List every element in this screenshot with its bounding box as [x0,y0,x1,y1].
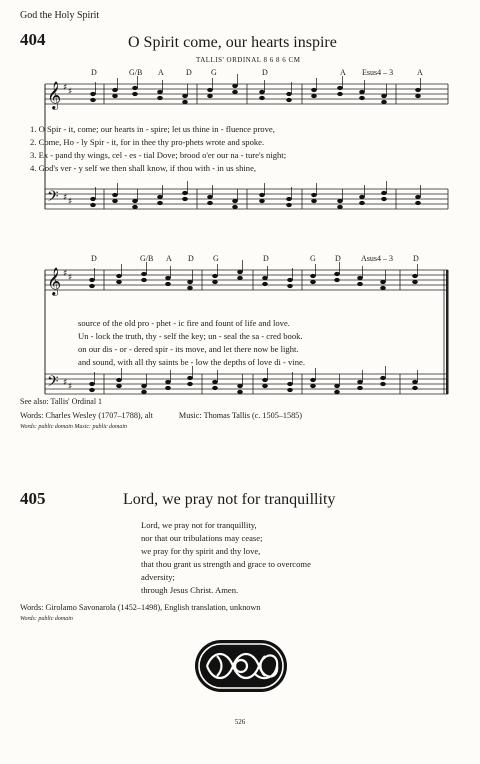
note [141,272,147,276]
chord-symbol: D [335,254,341,263]
note [337,199,343,203]
rights-line: Words: public domain [20,616,73,622]
note [187,382,193,386]
note [357,276,363,280]
note [165,380,171,384]
bass-clef: 𝄢 [47,188,59,209]
words-credit: Words: Girolamo Savonarola (1452–1498), English translation, unknown [20,603,261,612]
note [381,197,387,201]
chord-symbol: D [413,254,419,263]
note [415,201,421,205]
note [112,193,118,197]
prayer-line: nor that our tribulations may cease; [141,533,263,543]
note [237,270,243,274]
note [334,278,340,282]
note [415,195,421,199]
note [310,378,316,382]
note [310,384,316,388]
note [237,384,243,388]
note [287,284,293,288]
note [357,386,363,390]
note [157,195,163,199]
note [112,94,118,98]
note [359,201,365,205]
note [157,90,163,94]
note [232,84,238,88]
note [334,390,340,394]
note [337,92,343,96]
note [359,90,365,94]
note [412,280,418,284]
celtic-knot-ornament [193,638,289,694]
note [380,382,386,386]
chord-symbol: G [310,254,316,263]
note [237,390,243,394]
chord-symbol: G [213,254,219,263]
lyric-line: Un - lock the truth, thy - self the key; un - seal the sa - cred book. [78,331,303,341]
note [212,274,218,278]
note [90,92,96,96]
hymn-number: 404 [20,30,46,49]
music-credit: Music: Thomas Tallis (c. 1505–1585) [178,411,302,420]
note [357,282,363,286]
note [207,88,213,92]
note [415,88,421,92]
note [310,274,316,278]
key-signature: ♯ [63,269,68,279]
note [141,278,147,282]
note [262,384,268,388]
hymn-title: O Spirit come, our hearts inspire [128,34,337,51]
note [334,272,340,276]
note [286,203,292,207]
lyric-line: on our dis - or - dered spir - its move, and let there now be light. [78,344,299,354]
chord-symbol: D [263,254,269,263]
note [287,278,293,282]
note [259,96,265,100]
note [89,388,95,392]
note [337,205,343,209]
note [259,193,265,197]
note [380,376,386,380]
key-signature: ♯ [68,273,73,283]
chord-symbol: A [166,254,172,263]
note [182,94,188,98]
note [132,205,138,209]
note [89,382,95,386]
note [116,378,122,382]
note [412,274,418,278]
note [359,195,365,199]
note [207,201,213,205]
note [165,282,171,286]
section-header: God the Holy Spirit [20,10,100,21]
lyric-line: and sound, with all thy saints be - low the depths of love di - vine. [78,357,305,367]
note [132,86,138,90]
key-signature: ♯ [68,87,73,97]
key-signature: ♯ [63,378,68,388]
note [415,94,421,98]
note [286,197,292,201]
note [337,86,343,90]
note [207,195,213,199]
note [165,276,171,280]
note [212,280,218,284]
note [141,390,147,394]
note [112,88,118,92]
note [381,94,387,98]
final-bar-line [446,270,449,394]
bass-clef: 𝄢 [47,373,59,394]
chord-symbol: A [340,68,346,77]
note [334,384,340,388]
note [381,191,387,195]
note [311,199,317,203]
note [359,96,365,100]
note [157,96,163,100]
key-signature: ♯ [68,382,73,392]
chord-symbol: D [262,68,268,77]
note [262,276,268,280]
note [116,274,122,278]
note [187,286,193,290]
note [90,98,96,102]
note [132,92,138,96]
treble-clef: 𝄞 [47,267,62,295]
note [259,90,265,94]
note [182,191,188,195]
note [380,280,386,284]
note [207,94,213,98]
lyric-line: 3. Ex - pand thy wings, cel - es - tial Dove; brood o'er our na - ture's night; [30,150,287,160]
chord-symbol: Esus4 – 3 [362,68,394,77]
note [165,386,171,390]
note [132,199,138,203]
note [116,384,122,388]
see-also: See also: Tallis' Ordinal 1 [20,397,103,406]
chord-symbol: A [417,68,423,77]
key-signature: ♯ [63,83,68,93]
note [262,378,268,382]
chord-symbol: D [91,254,97,263]
chord-symbol: G/B [140,254,154,263]
lyric-line: 2. Come, Ho - ly Spir - it, for in thee thy pro-phets wrote and spoke. [30,137,265,147]
note [187,376,193,380]
rights-line: Words: public domain Music: public domain [20,424,128,430]
note [310,280,316,284]
note [182,197,188,201]
chord-symbol: D [188,254,194,263]
prayer-line: that thou grant us strength and grace to overcome [141,559,311,569]
key-signature: ♯ [68,197,73,207]
note [286,98,292,102]
note [381,100,387,104]
page-number: 526 [234,718,246,726]
note [157,201,163,205]
chord-symbol: Asus4 – 3 [361,254,394,263]
note [182,100,188,104]
note [286,92,292,96]
note [232,90,238,94]
note [90,197,96,201]
note [311,193,317,197]
note [112,199,118,203]
prayer-line: we pray for thy spirit and thy love, [141,546,261,556]
note [412,386,418,390]
chord-symbol: D [91,68,97,77]
chord-symbol: G/B [129,68,143,77]
note [232,199,238,203]
note [287,382,293,386]
note [116,280,122,284]
prayer-line: adversity; [141,572,175,582]
chord-symbol: A [158,68,164,77]
tune-name: TALLIS' ORDINAL 8 6 8 6 CM [196,56,301,64]
note [380,286,386,290]
chord-symbol: D [186,68,192,77]
note [311,94,317,98]
treble-clef: 𝄞 [47,81,62,109]
note [357,380,363,384]
note [89,284,95,288]
hymn-title: Lord, we pray not for tranquillity [123,491,336,508]
note [89,278,95,282]
chord-symbol: G [211,68,217,77]
note [187,280,193,284]
note [232,205,238,209]
note [212,380,218,384]
note [262,282,268,286]
note [259,199,265,203]
prayer-line: Lord, we pray not for tranquillity, [141,520,257,530]
lyric-line: 4. God's ver - y self we then shall know, if thou with - in us shine, [30,163,257,173]
words-credit: Words: Charles Wesley (1707–1788), alt [20,411,153,420]
credits-line [20,411,302,420]
note [90,203,96,207]
note [237,276,243,280]
lyric-line: source of the old pro - phet - ic fire and fount of life and love. [78,318,290,328]
note [212,386,218,390]
note [141,384,147,388]
key-signature: ♯ [63,193,68,203]
note [287,388,293,392]
note [311,88,317,92]
note [412,380,418,384]
lyric-line: 1. O Spir - it, come; our hearts in - spire; let us thine in - fluence prove, [30,124,275,134]
prayer-line: through Jesus Christ. Amen. [141,585,239,595]
hymn-number: 405 [20,489,46,508]
